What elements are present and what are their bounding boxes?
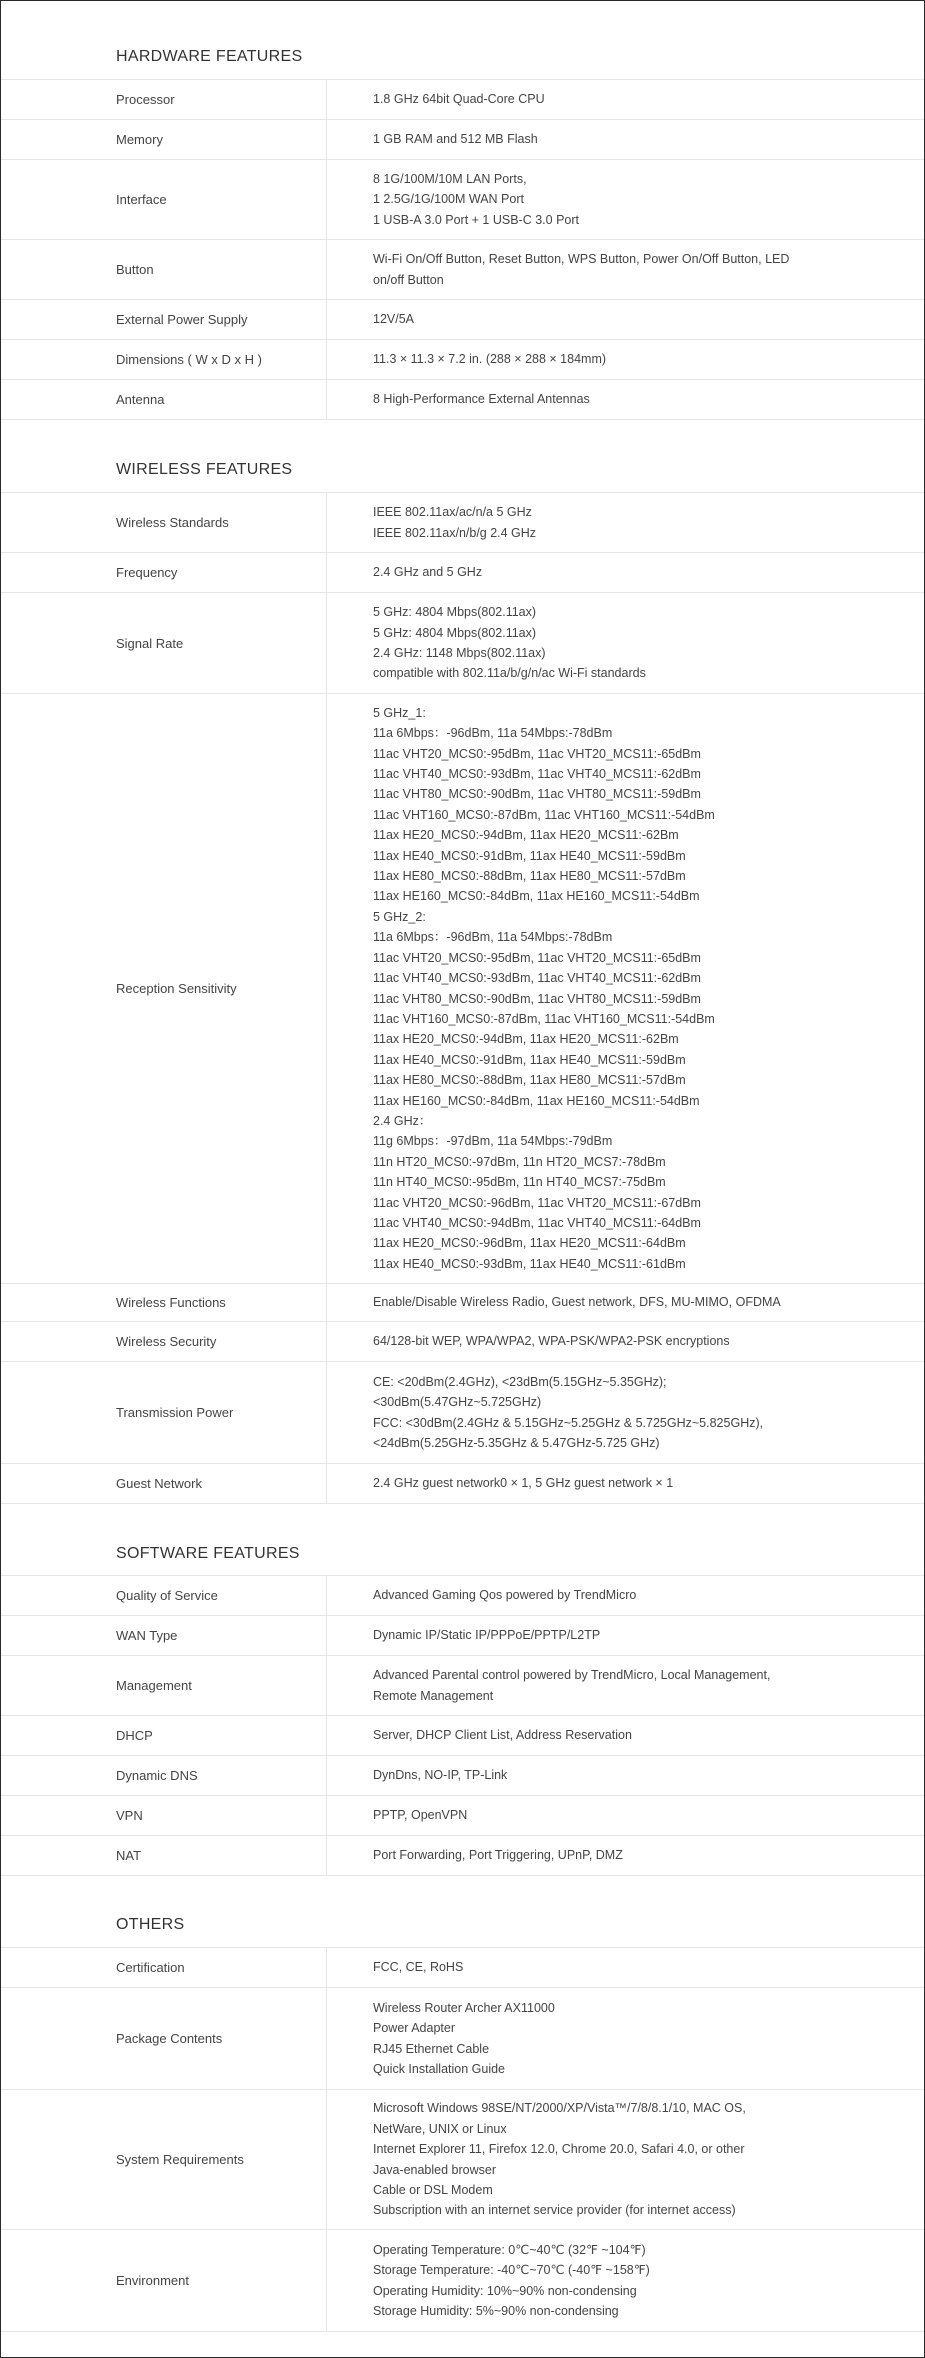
column-divider — [326, 2230, 327, 2331]
spec-row-button — [1, 239, 924, 299]
spec-label: NAT — [116, 1848, 142, 1863]
spec-label: System Requirements — [116, 2152, 244, 2167]
spec-value-line: 1 USB-A 3.0 Port + 1 USB-C 3.0 Port — [373, 212, 579, 227]
spec-label: Button — [116, 262, 154, 277]
spec-value-line: 1 2.5G/1G/100M WAN Port — [373, 192, 524, 207]
spec-value — [373, 120, 813, 159]
spec-value-line: Wireless Router Archer AX11000 — [373, 2000, 555, 2015]
spec-label: Memory — [116, 132, 163, 147]
spec-row-wireless-functions — [1, 1283, 924, 1321]
column-divider — [326, 1464, 327, 1503]
spec-value-line: 11ac VHT40_MCS0:-93dBm, 11ac VHT40_MCS11:-62dBm — [373, 971, 701, 986]
spec-row-environment — [1, 2229, 924, 2332]
spec-label: Signal Rate — [116, 635, 184, 651]
spec-value-line: Port Forwarding, Port Triggering, UPnP, DMZ — [373, 1848, 623, 1863]
spec-label: DHCP — [116, 1728, 153, 1743]
section-title-wireless-features: WIRELESS FEATURES — [116, 461, 293, 478]
spec-value — [373, 1464, 813, 1503]
spec-value-line: 11ax HE80_MCS0:-88dBm, 11ax HE80_MCS11:-57dBm — [373, 869, 686, 884]
spec-label: Antenna — [116, 392, 165, 407]
spec-value-line: 12V/5A — [373, 312, 415, 327]
column-divider — [326, 553, 327, 592]
spec-value — [373, 240, 813, 299]
spec-row-wan-type — [1, 1615, 924, 1655]
spec-value-line: 2.4 GHz guest network0 × 1, 5 GHz guest network × 1 — [373, 1476, 674, 1491]
spec-row-dhcp — [1, 1715, 924, 1755]
spec-value-line: Dynamic IP/Static IP/PPPoE/PPTP/L2TP — [373, 1628, 601, 1643]
spec-row-reception-sensitivity — [1, 693, 924, 1283]
spec-row-transmission-power — [1, 1361, 924, 1463]
spec-row-antenna — [1, 379, 924, 420]
spec-row-wireless-security — [1, 1321, 924, 1361]
column-divider — [326, 380, 327, 419]
spec-value-line: Quick Installation Guide — [373, 2061, 506, 2076]
column-divider — [326, 1716, 327, 1755]
spec-label: Management — [116, 1678, 192, 1693]
spec-value-line: Advanced Parental control powered by TrendMicro, Local Management, — [373, 1668, 771, 1683]
spec-label: Wireless Standards — [116, 515, 229, 530]
spec-value-line: 5 GHz_1: — [373, 705, 426, 720]
spec-value-line: on/off Button — [373, 272, 444, 287]
spec-value-line: Storage Temperature: -40℃~70℃ (-40℉ ~158℉) — [373, 2263, 650, 2278]
spec-row-wireless-standards — [1, 492, 924, 552]
spec-row-vpn — [1, 1795, 924, 1835]
spec-value-line: DynDns, NO-IP, TP-Link — [373, 1768, 508, 1783]
column-divider — [326, 1284, 327, 1321]
spec-value-line: 11ax HE160_MCS0:-84dBm, 11ax HE160_MCS11:-54dBm — [373, 1093, 700, 1108]
spec-value — [373, 1948, 813, 1987]
spec-value-line: Advanced Gaming Qos powered by TrendMicro — [373, 1588, 637, 1603]
spec-row-interface — [1, 159, 924, 239]
section-title-hardware-features: HARDWARE FEATURES — [116, 48, 303, 65]
spec-value-line: IEEE 802.11ax/ac/n/a 5 GHz — [373, 505, 532, 520]
column-divider — [326, 1796, 327, 1835]
spec-row-memory — [1, 119, 924, 159]
spec-label: Interface — [116, 192, 167, 207]
spec-value-line: 1.8 GHz 64bit Quad-Core CPU — [373, 92, 545, 107]
spec-value-line: Storage Humidity: 5%~90% non-condensing — [373, 2303, 619, 2318]
column-divider — [326, 593, 327, 693]
spec-value-line: 2.4 GHz: 1148 Mbps(802.11ax) — [373, 646, 546, 660]
spec-value — [373, 1284, 813, 1321]
spec-label: Certification — [116, 1960, 185, 1975]
spec-value-line: Microsoft Windows 98SE/NT/2000/XP/Vista™/7/8/8.1/10, MAC OS, — [373, 2101, 746, 2116]
spec-value-line: 11ax HE40_MCS0:-91dBm, 11ax HE40_MCS11:-59dBm — [373, 848, 686, 863]
column-divider — [326, 1322, 327, 1361]
spec-value-line: 11ac VHT80_MCS0:-90dBm, 11ac VHT80_MCS11:-59dBm — [373, 787, 701, 802]
column-divider — [326, 1988, 327, 2089]
spec-value-line: Operating Humidity: 10%~90% non-condensing — [373, 2283, 637, 2298]
spec-label: Wireless Security — [116, 1334, 217, 1349]
spec-value-line: 11ac VHT160_MCS0:-87dBm, 11ac VHT160_MCS11:-54dBm — [373, 1011, 715, 1026]
spec-value — [373, 593, 813, 693]
spec-value-line: PPTP, OpenVPN — [373, 1808, 468, 1823]
spec-value-line: Wi-Fi On/Off Button, Reset Button, WPS Button, Power On/Off Button, LED — [373, 252, 790, 267]
spec-value-line: 11ac VHT40_MCS0:-93dBm, 11ac VHT40_MCS11:-62dBm — [373, 767, 701, 782]
spec-label: Package Contents — [116, 2031, 223, 2046]
column-divider — [326, 2090, 327, 2229]
spec-value-line: <24dBm(5.25GHz-5.35GHz & 5.47GHz-5.725 GHz) — [373, 1435, 660, 1450]
spec-label: Transmission Power — [116, 1405, 234, 1420]
spec-value-line: Internet Explorer 11, Firefox 12.0, Chrome 20.0, Safari 4.0, or other — [373, 2142, 745, 2157]
column-divider — [326, 1756, 327, 1795]
spec-value-line: 11ac VHT20_MCS0:-96dBm, 11ac VHT20_MCS11:-67dBm — [373, 1195, 701, 1210]
spec-row-external-power-supply — [1, 299, 924, 339]
spec-label: WAN Type — [116, 1628, 178, 1643]
spec-value-line: NetWare, UNIX or Linux — [373, 2121, 507, 2136]
spec-value — [373, 80, 813, 119]
spec-value — [373, 1656, 813, 1715]
spec-value — [373, 1322, 813, 1361]
spec-label: Dynamic DNS — [116, 1768, 198, 1783]
spec-value-line: 8 1G/100M/10M LAN Ports, — [373, 171, 527, 186]
spec-value-line: compatible with 802.11a/b/g/n/ac Wi-Fi standards — [373, 666, 646, 681]
section-title-software-features: SOFTWARE FEATURES — [116, 1545, 300, 1562]
column-divider — [326, 1836, 327, 1875]
column-divider — [326, 160, 327, 239]
spec-value-line: 11ac VHT20_MCS0:-95dBm, 11ac VHT20_MCS11:-65dBm — [373, 950, 701, 965]
spec-label: Processor — [116, 92, 175, 107]
column-divider — [326, 694, 327, 1283]
spec-value-line: 2.4 GHz and 5 GHz — [373, 565, 483, 580]
column-divider — [326, 493, 327, 552]
spec-row-package-contents — [1, 1987, 924, 2089]
spec-value-line: 5 GHz_2: — [373, 909, 426, 924]
spec-value — [373, 1756, 813, 1795]
spec-value — [373, 2230, 813, 2331]
spec-value-line: Subscription with an internet service provider (for internet access) — [373, 2203, 736, 2218]
spec-value-line: FCC: <30dBm(2.4GHz & 5.15GHz~5.25GHz & 5.725GHz~5.825GHz), — [373, 1415, 764, 1430]
column-divider — [326, 240, 327, 299]
spec-value-line: 64/128-bit WEP, WPA/WPA2, WPA-PSK/WPA2-PSK encryptions — [373, 1334, 730, 1349]
spec-value-line: Server, DHCP Client List, Address Reservation — [373, 1728, 632, 1743]
spec-value-line: 11ax HE40_MCS0:-91dBm, 11ax HE40_MCS11:-59dBm — [373, 1052, 686, 1067]
spec-value-line: IEEE 802.11ax/n/b/g 2.4 GHz — [373, 525, 537, 540]
column-divider — [326, 340, 327, 379]
spec-value-line: 11a 6Mbps：-96dBm, 11a 54Mbps:-78dBm — [373, 726, 613, 741]
spec-value — [373, 1362, 813, 1463]
spec-row-frequency — [1, 552, 924, 592]
spec-value-line: 11n HT20_MCS0:-97dBm, 11n HT20_MCS7:-78dBm — [373, 1154, 666, 1169]
spec-label: Wireless Functions — [116, 1295, 226, 1310]
spec-value-line: Cable or DSL Modem — [373, 2182, 493, 2197]
spec-value-line: 11ac VHT160_MCS0:-87dBm, 11ac VHT160_MCS11:-54dBm — [373, 807, 715, 822]
spec-value-line: Power Adapter — [373, 2021, 455, 2036]
spec-value-line: 11n HT40_MCS0:-95dBm, 11n HT40_MCS7:-75dBm — [373, 1175, 666, 1190]
spec-row-guest-network — [1, 1463, 924, 1504]
spec-label: Guest Network — [116, 1476, 202, 1491]
spec-value — [373, 340, 813, 379]
spec-value — [373, 1836, 813, 1875]
spec-value — [373, 1716, 813, 1755]
column-divider — [326, 120, 327, 159]
spec-row-dimensions-w-x-d-x-h — [1, 339, 924, 379]
spec-label: VPN — [116, 1808, 143, 1823]
spec-row-certification — [1, 1947, 924, 1987]
spec-value-line: 11a 6Mbps：-96dBm, 11a 54Mbps:-78dBm — [373, 930, 613, 945]
spec-value-line: 5 GHz: 4804 Mbps(802.11ax) — [373, 605, 537, 620]
column-divider — [326, 1576, 327, 1615]
spec-value-line: 11ax HE20_MCS0:-94dBm, 11ax HE20_MCS11:-62Bm — [373, 828, 679, 843]
spec-row-management — [1, 1655, 924, 1715]
spec-value — [373, 2090, 813, 2229]
spec-value-line: 8 High-Performance External Antennas — [373, 392, 590, 407]
spec-value-line: 11ac VHT80_MCS0:-90dBm, 11ac VHT80_MCS11:-59dBm — [373, 991, 701, 1006]
spec-label: Reception Sensitivity — [116, 981, 237, 996]
spec-row-processor — [1, 79, 924, 119]
spec-value-line: 11ax HE20_MCS0:-94dBm, 11ax HE20_MCS11:-62Bm — [373, 1032, 679, 1047]
spec-value — [373, 694, 813, 1283]
spec-value-line: 11ac VHT40_MCS0:-94dBm, 11ac VHT40_MCS11:-64dBm — [373, 1215, 701, 1230]
spec-value — [373, 1576, 813, 1615]
spec-row-quality-of-service — [1, 1575, 924, 1615]
spec-value-line: 11.3 × 11.3 × 7.2 in. (288 × 288 × 184mm) — [373, 352, 607, 367]
column-divider — [326, 300, 327, 339]
spec-value-line: Remote Management — [373, 1688, 494, 1703]
spec-value — [373, 1988, 813, 2089]
spec-value-line: CE: <20dBm(2.4GHz), <23dBm(5.15GHz~5.35GHz); — [373, 1374, 667, 1389]
spec-value-line: 11ax HE20_MCS0:-96dBm, 11ax HE20_MCS11:-64dBm — [373, 1236, 686, 1251]
spec-value — [373, 380, 813, 419]
spec-value-line: 11ax HE40_MCS0:-93dBm, 11ax HE40_MCS11:-61dBm — [373, 1256, 686, 1271]
spec-value-line: FCC, CE, RoHS — [373, 1960, 464, 1975]
spec-value — [373, 493, 813, 552]
spec-value — [373, 300, 813, 339]
spec-value-line: 1 GB RAM and 512 MB Flash — [373, 132, 538, 147]
spec-value-line: 11ax HE80_MCS0:-88dBm, 11ax HE80_MCS11:-57dBm — [373, 1073, 686, 1088]
spec-label: Environment — [116, 2273, 189, 2288]
spec-value-line: Enable/Disable Wireless Radio, Guest network, DFS, MU-MIMO, OFDMA — [373, 1295, 781, 1310]
spec-label: Dimensions ( W x D x H ) — [116, 352, 262, 367]
spec-value — [373, 160, 813, 239]
spec-row-signal-rate — [1, 592, 924, 693]
spec-value-line: 11ax HE160_MCS0:-84dBm, 11ax HE160_MCS11:-54dBm — [373, 889, 700, 904]
spec-value-line: Java-enabled browser — [373, 2162, 496, 2177]
spec-value-line: 11g 6Mbps：-97dBm, 11a 54Mbps:-79dBm — [373, 1134, 613, 1149]
spec-label: External Power Supply — [116, 312, 248, 327]
column-divider — [326, 1362, 327, 1463]
spec-row-system-requirements — [1, 2089, 924, 2229]
spec-value-line: 2.4 GHz： — [373, 1113, 432, 1128]
spec-row-dynamic-dns — [1, 1755, 924, 1795]
column-divider — [326, 80, 327, 119]
spec-value-line: RJ45 Ethernet Cable — [373, 2041, 490, 2056]
column-divider — [326, 1948, 327, 1987]
spec-value — [373, 553, 813, 592]
spec-value-line: 5 GHz: 4804 Mbps(802.11ax) — [373, 625, 537, 640]
spec-label: Quality of Service — [116, 1588, 218, 1603]
spec-value-line: Operating Temperature: 0℃~40℃ (32℉ ~104℉) — [373, 2242, 646, 2257]
column-divider — [326, 1616, 327, 1655]
spec-value-line: 11ac VHT20_MCS0:-95dBm, 11ac VHT20_MCS11:-65dBm — [373, 746, 701, 761]
spec-value — [373, 1616, 813, 1655]
section-title-others: OTHERS — [116, 1916, 185, 1933]
spec-label: Frequency — [116, 565, 178, 580]
column-divider — [326, 1656, 327, 1715]
spec-value — [373, 1796, 813, 1835]
spec-row-nat — [1, 1835, 924, 1876]
spec-value-line: <30dBm(5.47GHz~5.725GHz) — [373, 1395, 542, 1410]
